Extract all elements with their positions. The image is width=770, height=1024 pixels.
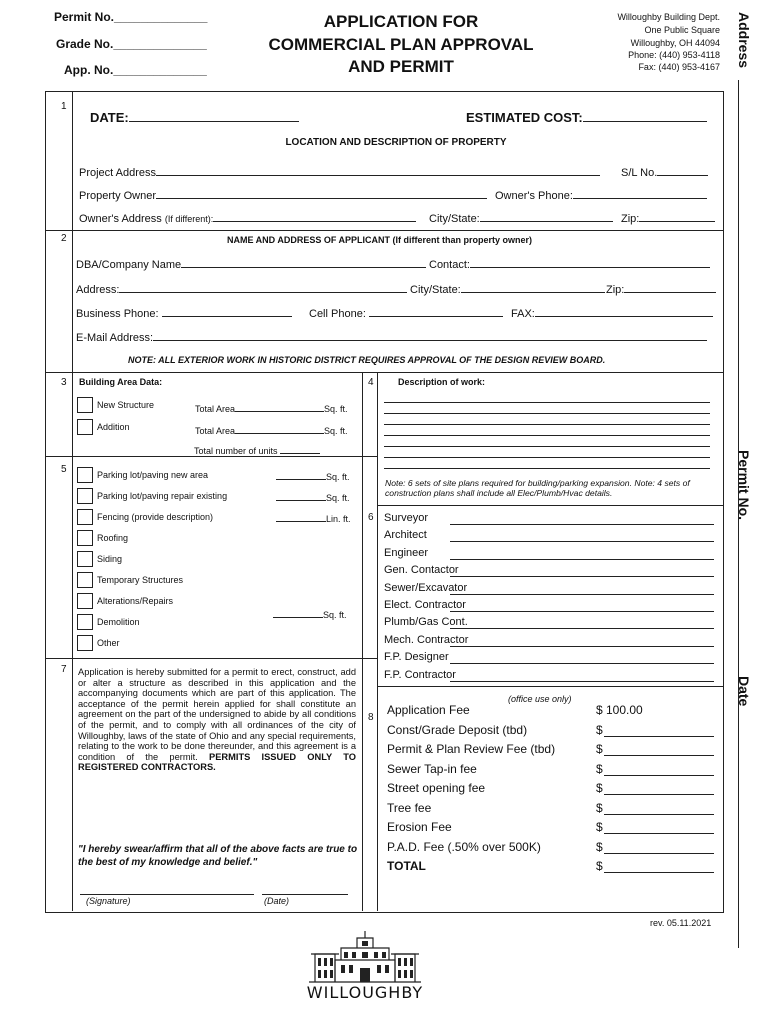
office-use-label: (office use only)	[508, 694, 572, 704]
fee-amount-line[interactable]	[604, 833, 714, 834]
alterations-area-field[interactable]: Sq. ft.	[273, 606, 347, 620]
app-no-field[interactable]: App. No.______________	[64, 63, 207, 77]
date-label: DATE:	[90, 110, 299, 125]
grade-no-field[interactable]: Grade No.______________	[56, 37, 207, 51]
new-structure-label: New Structure	[97, 400, 155, 410]
fee-amount-line[interactable]	[604, 775, 714, 776]
owner-zip-field[interactable]: Zip:	[621, 210, 715, 225]
fee-amount-line[interactable]	[604, 755, 714, 756]
professional-field[interactable]: Surveyor	[384, 512, 429, 524]
work-description-line[interactable]	[384, 457, 710, 458]
construction-type-checkbox[interactable]	[77, 572, 93, 588]
construction-type-checkbox[interactable]	[77, 530, 93, 546]
site-plans-note: Note: 6 sets of site plans required for building/parking expansion. Note: 4 sets of construction plans shall include all Elec/Plumb/Hvac details.	[385, 478, 690, 498]
application-agreement-text: Application is hereby submitted for a permit to erect, construct, add or alter a structure as described in this application and the accompanying documents which are part of this application. The acceptance of the permit herein applied for shall constitute an agreement on the part of the undersigned to abide by all conditions of the permit, and to comply with all ordinances of the city of Willoughby, laws of the state of Ohio and any special requirements, relating to the work to be done thereunder, and this agreement is a condition of the permit. PERMITS ISSUED ONLY TO REGISTERED CONTRACTORS.	[78, 667, 356, 773]
professional-field[interactable]: F.P. Designer	[384, 651, 449, 663]
contact-field[interactable]: Contact:	[429, 256, 710, 271]
professional-fill-line[interactable]	[450, 524, 714, 525]
work-description-line[interactable]	[384, 413, 710, 414]
work-description-line[interactable]	[384, 424, 710, 425]
section-divider-6-8	[378, 686, 724, 687]
property-owner-field[interactable]: Property Owner	[79, 187, 487, 202]
new-structure-checkbox[interactable]	[77, 397, 93, 413]
dept-address-2: Willoughby, OH 44094	[630, 38, 720, 48]
fee-amount-line[interactable]	[604, 814, 714, 815]
work-description-line[interactable]	[384, 446, 710, 447]
sl-no-field[interactable]: S/L No.	[621, 164, 708, 179]
construction-type-checkbox[interactable]	[77, 488, 93, 504]
fee-amount-field[interactable]: $	[596, 820, 603, 834]
dept-fax: Fax: (440) 953-4167	[638, 62, 720, 72]
fee-label: Const/Grade Deposit (tbd)	[387, 723, 528, 737]
construction-type-checkbox[interactable]	[77, 593, 93, 609]
section-6-number: 6	[368, 512, 374, 523]
professional-field[interactable]: F.P. Contractor	[384, 669, 456, 681]
professional-field[interactable]: Architect	[384, 529, 427, 541]
construction-type-label: Fencing (provide description)	[97, 512, 214, 522]
section-8-number: 8	[368, 712, 374, 723]
fee-amount-field[interactable]: $	[596, 762, 603, 776]
construction-quantity-field[interactable]: Sq. ft.	[276, 468, 350, 482]
title-line-3: AND PERMIT	[348, 57, 454, 76]
project-address-field[interactable]: Project Address	[79, 164, 600, 179]
construction-type-label: Siding	[97, 554, 123, 564]
building-area-heading: Building Area Data:	[79, 377, 163, 387]
section-3-number: 3	[61, 377, 67, 388]
professional-field[interactable]: Mech. Contractor	[384, 634, 469, 646]
professional-field[interactable]: Elect. Contractor	[384, 599, 466, 611]
fee-amount-line[interactable]	[604, 736, 714, 737]
professional-fill-line[interactable]	[450, 541, 714, 542]
owner-city-state-field[interactable]: City/State:	[429, 210, 613, 225]
section-divider-5-7	[45, 658, 378, 659]
section-divider-2-3	[45, 372, 724, 373]
location-heading: LOCATION AND DESCRIPTION OF PROPERTY	[285, 137, 507, 148]
construction-type-label: Temporary Structures	[97, 575, 184, 585]
fee-amount-line[interactable]	[604, 872, 714, 873]
fee-label: Sewer Tap-in fee	[387, 762, 477, 776]
fee-amount-field[interactable]: $	[596, 781, 603, 795]
section-divider-1-2	[45, 230, 724, 231]
construction-type-checkbox[interactable]	[77, 551, 93, 567]
section-1-number: 1	[61, 101, 67, 112]
signature-line[interactable]	[80, 894, 254, 895]
dept-address-1: One Public Square	[644, 25, 720, 35]
professional-fill-line[interactable]	[450, 681, 714, 682]
section-divider-3-5	[45, 456, 378, 457]
fee-label: P.A.D. Fee (.50% over 500K)	[387, 840, 541, 854]
fee-amount-field[interactable]: $	[596, 859, 603, 873]
description-of-work-heading: Description of work:	[398, 377, 486, 387]
historic-district-note: NOTE: ALL EXTERIOR WORK IN HISTORIC DISTRICT REQUIRES APPROVAL OF THE DESIGN REVIEW BOARD.	[128, 355, 606, 365]
dept-name: Willoughby Building Dept.	[617, 12, 720, 22]
fee-amount-field[interactable]: $	[596, 723, 603, 737]
construction-type-label: Alterations/Repairs	[97, 596, 174, 606]
fee-label: Erosion Fee	[387, 820, 452, 834]
signature-date-label: (Date)	[264, 896, 290, 906]
work-description-line[interactable]	[384, 468, 710, 469]
title-line-2: COMMERCIAL PLAN APPROVAL	[268, 35, 534, 54]
signature-date-line[interactable]	[262, 894, 348, 895]
business-phone-field[interactable]: Business Phone:	[76, 305, 292, 320]
revision-date: rev. 05.11.2021	[650, 918, 712, 928]
professional-field[interactable]: Sewer/Excavator	[384, 582, 468, 594]
construction-type-checkbox[interactable]	[77, 614, 93, 630]
affirmation-text: "I hereby swear/affirm that all of the above facts are true to the best of my knowledge and belief."	[78, 844, 358, 868]
construction-type-label: Parking lot/paving repair existing	[97, 491, 228, 501]
professional-field[interactable]: Gen. Contactor	[384, 564, 459, 576]
fee-label: Tree fee	[387, 801, 432, 815]
addition-checkbox[interactable]	[77, 419, 93, 435]
professional-fill-line[interactable]	[450, 646, 714, 647]
professional-fill-line[interactable]	[450, 611, 714, 612]
construction-type-checkbox[interactable]	[77, 635, 93, 651]
permit-no-field[interactable]: Permit No.______________	[54, 10, 208, 24]
owners-phone-field[interactable]: Owner's Phone:	[495, 187, 707, 202]
total-units-field[interactable]: Total number of units	[194, 442, 320, 456]
work-description-line[interactable]	[384, 402, 710, 403]
construction-type-label: Demolition	[97, 617, 140, 627]
city-hall-logo-icon	[305, 928, 425, 984]
professional-fill-line[interactable]	[450, 628, 714, 629]
fee-label: Permit & Plan Review Fee (tbd)	[387, 742, 556, 756]
professional-field[interactable]: Engineer	[384, 547, 429, 559]
construction-type-label: Roofing	[97, 533, 129, 543]
applicant-zip-field[interactable]: Zip:	[606, 281, 716, 296]
fee-amount-line[interactable]	[604, 794, 714, 795]
fee-label: TOTAL	[387, 859, 426, 873]
construction-quantity-field[interactable]: Lin. ft.	[276, 510, 351, 524]
estimated-cost-label: ESTIMATED COST:	[466, 110, 707, 125]
side-label-date: Date	[736, 676, 752, 707]
dba-field[interactable]: DBA/Company Name	[76, 256, 426, 271]
center-rule-right	[377, 372, 378, 911]
fax-field[interactable]: FAX:	[511, 305, 713, 320]
professional-field[interactable]: Plumb/Gas Cont.	[384, 616, 468, 628]
construction-quantity-field[interactable]: Sq. ft.	[276, 489, 350, 503]
section-5-number: 5	[61, 464, 67, 475]
section-7-number: 7	[61, 664, 67, 675]
owners-address-field[interactable]: Owner's Address (If different):	[79, 210, 416, 225]
professional-fill-line[interactable]	[450, 559, 714, 560]
cell-phone-field[interactable]: Cell Phone:	[309, 305, 503, 320]
addition-label: Addition	[97, 422, 130, 432]
signature-label: (Signature)	[86, 896, 131, 906]
number-column-rule	[72, 91, 73, 911]
construction-type-label: Parking lot/paving new area	[97, 470, 209, 480]
fee-amount-field[interactable]: $	[596, 840, 603, 854]
section-divider-4-6	[378, 505, 724, 506]
construction-type-checkbox[interactable]	[77, 467, 93, 483]
side-label-address: Address	[736, 12, 752, 69]
fee-amount-field[interactable]: $	[596, 801, 603, 815]
center-rule-left	[362, 372, 363, 911]
applicant-heading: NAME AND ADDRESS OF APPLICANT (If different than property owner)	[227, 235, 533, 245]
dept-phone: Phone: (440) 953-4118	[628, 50, 720, 60]
fee-label: Application Fee	[387, 703, 470, 717]
logo-wordmark: WILLOUGHBY	[306, 983, 424, 1002]
side-label-permit-no: Permit No.	[736, 450, 752, 521]
professional-fill-line[interactable]	[450, 663, 714, 664]
applicant-city-state-field[interactable]: City/State:	[410, 281, 605, 296]
fee-amount-field[interactable]: $ 100.00	[596, 703, 643, 717]
section-2-number: 2	[61, 233, 67, 244]
construction-type-label: Other	[97, 638, 120, 648]
title-line-1: APPLICATION FOR	[323, 12, 479, 31]
work-description-line[interactable]	[384, 435, 710, 436]
fee-amount-line[interactable]	[604, 853, 714, 854]
fee-label: Street opening fee	[387, 781, 486, 795]
email-field[interactable]: E-Mail Address:	[76, 329, 707, 344]
professional-fill-line[interactable]	[450, 576, 714, 577]
section-4-number: 4	[368, 377, 374, 388]
applicant-address-field[interactable]: Address:	[76, 281, 407, 296]
addition-area-field[interactable]: Total Area Sq. ft.	[195, 422, 348, 436]
fee-amount-field[interactable]: $	[596, 742, 603, 756]
new-structure-area-field[interactable]: Total Area Sq. ft.	[195, 400, 348, 414]
professional-fill-line[interactable]	[450, 594, 714, 595]
construction-type-checkbox[interactable]	[77, 509, 93, 525]
